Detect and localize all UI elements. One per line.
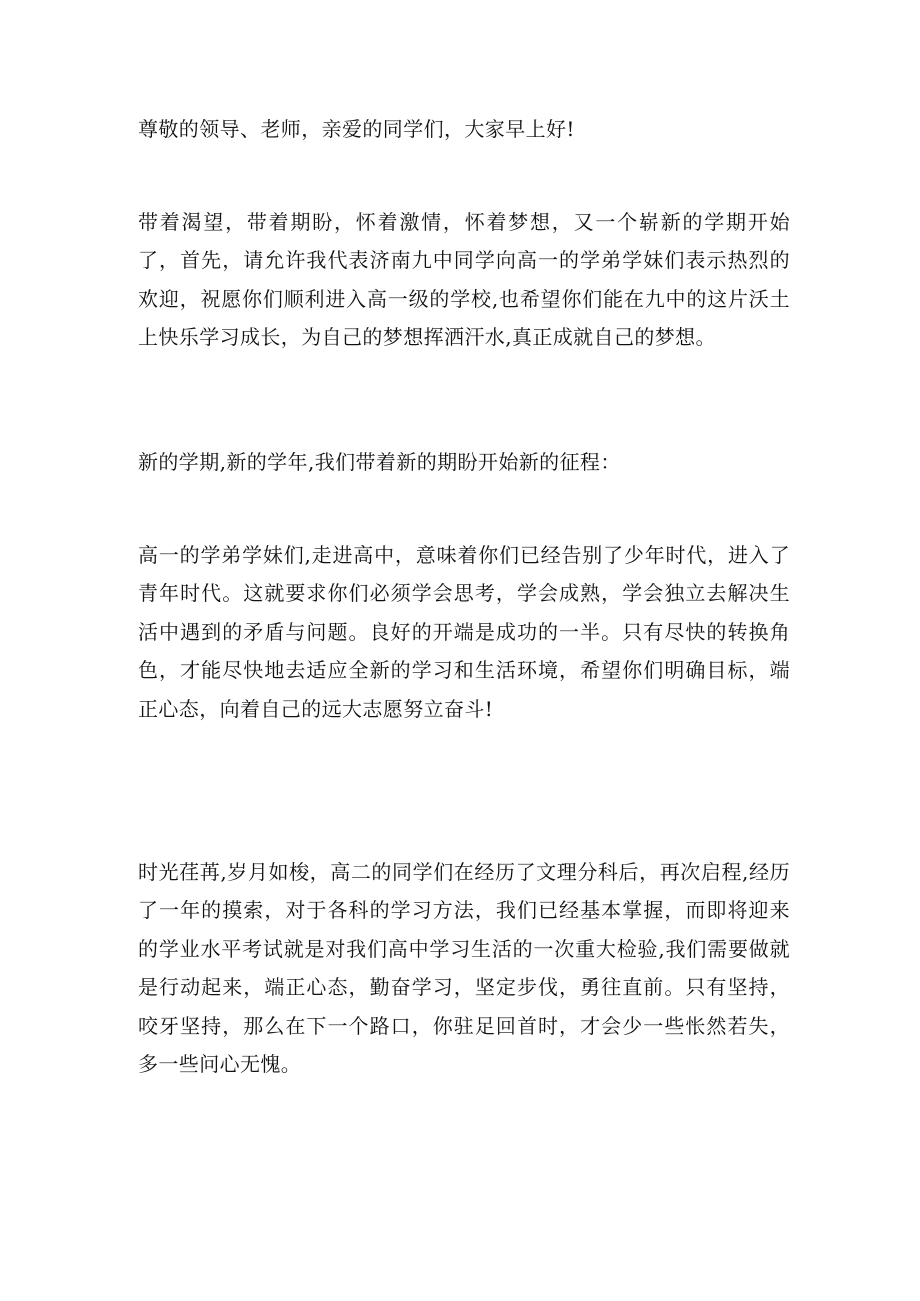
- paragraph-greeting: 尊敬的领导、老师，亲爱的同学们，大家早上好!: [138, 117, 575, 141]
- paragraph-new-term: 新的学期,新的学年,我们带着新的期盼开始新的征程：: [138, 450, 621, 474]
- paragraph-grade-one: 高一的学弟学妹们,走进高中，意味着你们已经告别了少年时代，进入了青年时代。这就要求你们必须学会思考，学会成熟，学会独立去解决生活中遇到的矛盾与问题。良好的开端是成功的一半。只有尽快的转换角色，才能尽快地去适应全新的学习和生活环境，希望你们明确目标，端正心态，向着自己的远大志愿努立奋斗!: [138, 543, 790, 721]
- paragraph-grade-two: 时光荏苒,岁月如梭，高二的同学们在经历了文理分科后，再次启程,经历了一年的摸索，对于各科的学习方法，我们已经基本掌握，而即将迎来的学业水平考试就是对我们高中学习生活的一次重大检验,我们需要做就是行动起来，端正心态，勤奋学习，坚定步伐，勇往直前。只有坚持，咬牙坚持，那么在下一个路口，你驻足回首时，才会少一些怅然若失，多一些问心无愧。: [138, 860, 790, 1077]
- paragraph-welcome: 带着渴望，带着期盼，怀着激情，怀着梦想，又一个崭新的学期开始了，首先，请允许我代表济南九中同学向高一的学弟学妹们表示热烈的欢迎，祝愿你们顺利进入高一级的学校,也希望你们能在九中的这片沃土上快乐学习成长，为自己的梦想挥洒汗水,真正成就自己的梦想。: [138, 210, 790, 350]
